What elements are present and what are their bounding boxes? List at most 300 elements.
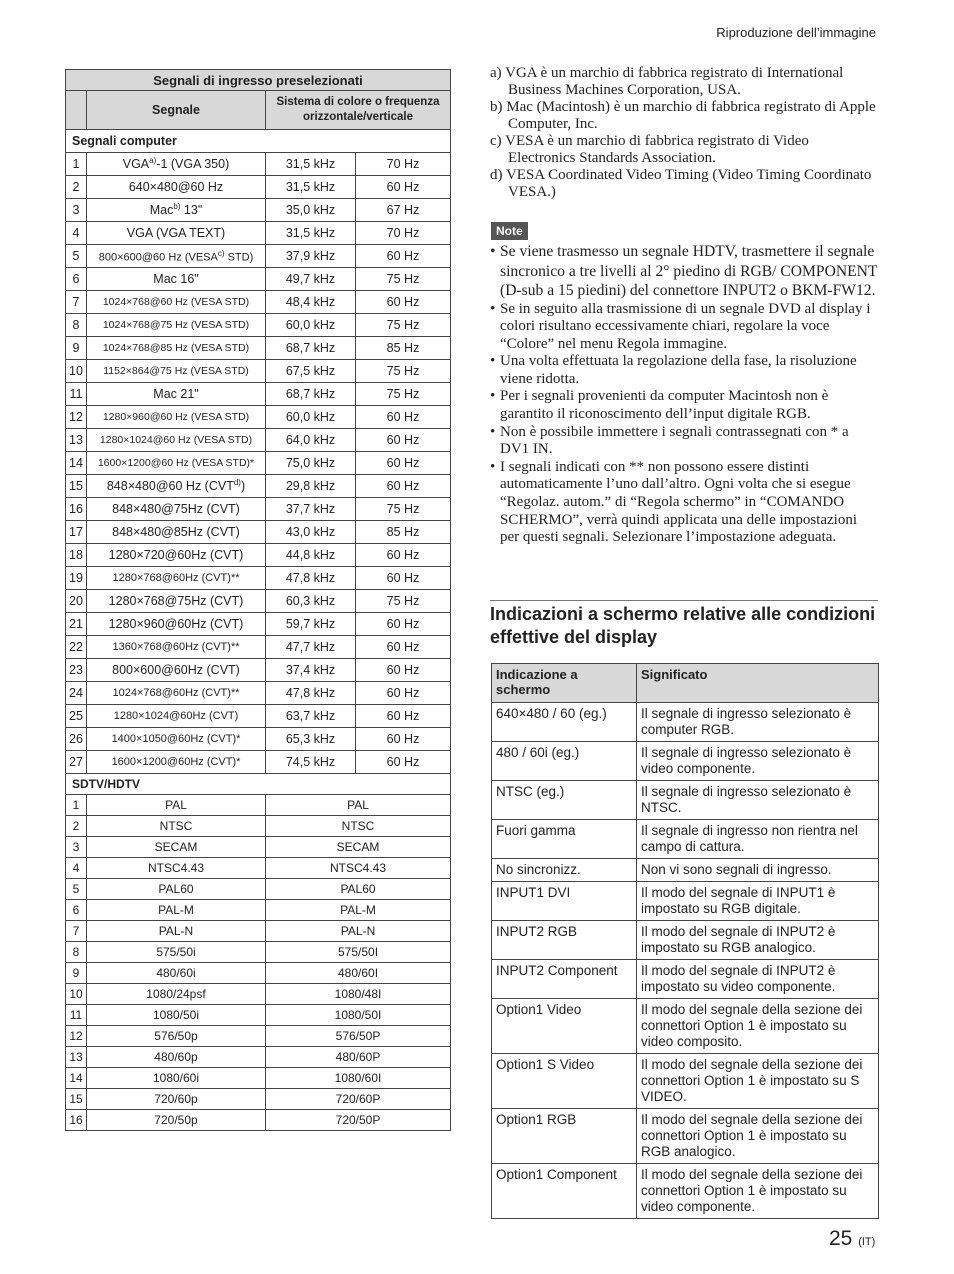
horizontal-frequency: 44,8 kHz	[266, 544, 356, 567]
signal-name	[87, 337, 266, 360]
signal-text-suffix: -1 (VGA 350)	[156, 157, 230, 172]
signal-name: NTSC4.43	[87, 858, 266, 879]
row-number: 8	[66, 942, 87, 963]
horizontal-frequency: 43,0 kHz	[266, 521, 356, 544]
table-row	[492, 960, 879, 999]
row-number: 22	[66, 636, 87, 659]
signal-name	[87, 705, 266, 728]
horizontal-frequency: 63,7 kHz	[266, 705, 356, 728]
signal-name	[87, 728, 266, 751]
signal-name: SECAM	[87, 837, 266, 858]
row-number: 15	[66, 1089, 87, 1110]
signal-text: 848×480@60 Hz (CVT	[106, 479, 234, 494]
horizontal-frequency: 60,0 kHz	[266, 406, 356, 429]
signal-name	[87, 268, 266, 291]
signal-text: 848×480@75Hz (CVT)	[112, 502, 240, 516]
row-number: 26	[66, 728, 87, 751]
indication-cell: 480 / 60i (eg.)	[492, 742, 637, 781]
table-row	[66, 452, 451, 475]
row-number: 11	[66, 1005, 87, 1026]
table-row	[492, 1164, 879, 1219]
footnotes	[490, 65, 878, 201]
meaning-cell: Il segnale di ingresso selezionato è NTSC.	[637, 781, 879, 820]
row-number: 14	[66, 1068, 87, 1089]
table-row	[66, 1005, 451, 1026]
row-number: 1	[66, 153, 87, 176]
vertical-frequency: 60 Hz	[356, 567, 451, 590]
horizontal-frequency: 47,8 kHz	[266, 567, 356, 590]
horizontal-frequency: 67,5 kHz	[266, 360, 356, 383]
indication-cell: Option1 Video	[492, 999, 637, 1054]
signal-name	[87, 245, 266, 268]
horizontal-frequency: 68,7 kHz	[266, 337, 356, 360]
table-row	[66, 921, 451, 942]
vertical-frequency: 60 Hz	[356, 452, 451, 475]
signal-text: 1280×960@60Hz (CVT)	[108, 617, 244, 631]
signal-name: NTSC	[87, 816, 266, 837]
note-item: • Una volta effettuata la regolazione della fase, la risoluzione viene ridotta.	[490, 353, 878, 388]
signal-name	[87, 498, 266, 521]
table-row	[66, 153, 451, 176]
horizontal-frequency: 29,8 kHz	[266, 475, 356, 498]
table-row	[66, 521, 451, 544]
signal-text-suffix: 13"	[180, 203, 203, 218]
signal-name: 720/50p	[87, 1110, 266, 1131]
color-system: PAL-N	[266, 921, 451, 942]
signal-name	[87, 406, 266, 429]
signal-name: PAL60	[87, 879, 266, 900]
meaning-cell: Il modo del segnale di INPUT1 è impostato su RGB digitale.	[637, 882, 879, 921]
signal-name	[87, 659, 266, 682]
signal-text: 1280×768@60Hz (CVT)**	[112, 572, 240, 584]
table-row	[66, 636, 451, 659]
color-system: 1080/48I	[266, 984, 451, 1005]
table-row	[66, 245, 451, 268]
vertical-frequency: 75 Hz	[356, 498, 451, 521]
horizontal-frequency: 37,9 kHz	[266, 245, 356, 268]
signal-name: 1080/60i	[87, 1068, 266, 1089]
vertical-frequency: 60 Hz	[356, 406, 451, 429]
section-title: Indicazioni a schermo relative alle condizioni effettive del display	[490, 604, 876, 647]
color-system: 480/60I	[266, 963, 451, 984]
vertical-frequency: 85 Hz	[356, 521, 451, 544]
note-item: • Se viene trasmesso un segnale HDTV, trasmettere il segnale sincronico a tre livelli al 2° piedino di RGB/ COMPONENT (D-sub a 15 piedini) del connettore INPUT2 o BKM-FW12.	[490, 242, 878, 301]
row-number: 9	[66, 963, 87, 984]
color-system: 480/60P	[266, 1047, 451, 1068]
row-number: 7	[66, 291, 87, 314]
table-title: Segnali di ingresso preselezionati	[66, 70, 451, 91]
footnote: c) VESA è un marchio di fabbrica registrato di Video Electronics Standards Association.	[490, 133, 809, 166]
row-number: 12	[66, 406, 87, 429]
vertical-frequency: 60 Hz	[356, 544, 451, 567]
indication-cell: 640×480 / 60 (eg.)	[492, 703, 637, 742]
header-signal: Segnale	[87, 91, 266, 130]
table-row	[66, 475, 451, 498]
signal-text: Mac 21"	[153, 387, 199, 401]
signal-name: 480/60p	[87, 1047, 266, 1068]
row-number: 3	[66, 199, 87, 222]
horizontal-frequency: 74,5 kHz	[266, 751, 356, 774]
table-row	[66, 544, 451, 567]
vertical-frequency: 75 Hz	[356, 590, 451, 613]
signal-name: PAL-M	[87, 900, 266, 921]
table-row	[66, 590, 451, 613]
meaning-cell: Il modo del segnale della sezione dei connettori Option 1 è impostato su video componente.	[637, 1164, 879, 1219]
signal-text: Mac	[149, 203, 174, 218]
table-row	[66, 613, 451, 636]
vertical-frequency: 60 Hz	[356, 291, 451, 314]
vertical-frequency: 60 Hz	[356, 613, 451, 636]
signal-name	[87, 199, 266, 222]
meaning-cell: Il modo del segnale della sezione dei connettori Option 1 è impostato su RGB analogico.	[637, 1109, 879, 1164]
row-number: 16	[66, 498, 87, 521]
row-number: 3	[66, 837, 87, 858]
chapter-header: Riproduzione dell’immagine	[716, 25, 876, 40]
row-number: 17	[66, 521, 87, 544]
vertical-frequency: 60 Hz	[356, 751, 451, 774]
signal-name	[87, 383, 266, 406]
signal-text: 1024×768@60Hz (CVT)**	[112, 687, 240, 699]
meaning-cell: Il modo del segnale della sezione dei connettori Option 1 è impostato su S VIDEO.	[637, 1054, 879, 1109]
table-row	[66, 1110, 451, 1131]
signal-name	[87, 521, 266, 544]
section-sdtv-hdtv: SDTV/HDTV	[66, 774, 451, 795]
indication-cell: INPUT2 RGB	[492, 921, 637, 960]
row-number: 1	[66, 795, 87, 816]
color-system: 1080/50I	[266, 1005, 451, 1026]
footnote-marker: a)	[149, 156, 157, 166]
signal-text: 1360×768@60Hz (CVT)**	[112, 641, 240, 653]
meaning-cell: Il segnale di ingresso non rientra nel campo di cattura.	[637, 820, 879, 859]
header-indication: Indicazione a schermo	[492, 664, 637, 703]
row-number: 4	[66, 858, 87, 879]
signal-name	[87, 751, 266, 774]
row-number: 21	[66, 613, 87, 636]
table-row	[66, 199, 451, 222]
horizontal-frequency: 49,7 kHz	[266, 268, 356, 291]
horizontal-frequency: 68,7 kHz	[266, 383, 356, 406]
signal-name	[87, 544, 266, 567]
note-item: • Non è possibile immettere i segnali contrassegnati con * a DV1 IN.	[490, 424, 878, 459]
table-row	[492, 859, 879, 882]
vertical-frequency: 70 Hz	[356, 153, 451, 176]
signal-name	[87, 291, 266, 314]
table-row	[492, 921, 879, 960]
signal-name: 1080/50i	[87, 1005, 266, 1026]
header-frequency: Sistema di colore o frequenza orizzontale/verticale	[266, 91, 451, 130]
footnote: a) VGA è un marchio di fabbrica registrato di International Business Machines Corporation, USA.	[490, 65, 844, 98]
vertical-frequency: 67 Hz	[356, 199, 451, 222]
indication-cell: NTSC (eg.)	[492, 781, 637, 820]
vertical-frequency: 60 Hz	[356, 705, 451, 728]
signal-text: 1280×768@75Hz (CVT)	[108, 594, 244, 608]
row-number: 13	[66, 1047, 87, 1068]
color-system: 720/50P	[266, 1110, 451, 1131]
table-row	[66, 1026, 451, 1047]
header-number	[66, 91, 87, 130]
signal-name: 480/60i	[87, 963, 266, 984]
table-row	[66, 1068, 451, 1089]
row-number: 12	[66, 1026, 87, 1047]
indication-table	[491, 663, 879, 1219]
signal-name	[87, 153, 266, 176]
note-badge: Note	[491, 222, 528, 240]
table-row	[66, 795, 451, 816]
color-system: 720/60P	[266, 1089, 451, 1110]
vertical-frequency: 60 Hz	[356, 429, 451, 452]
table-row	[66, 567, 451, 590]
signal-name	[87, 636, 266, 659]
signal-name: 1080/24psf	[87, 984, 266, 1005]
table-row	[66, 816, 451, 837]
row-number: 5	[66, 879, 87, 900]
vertical-frequency: 75 Hz	[356, 314, 451, 337]
horizontal-frequency: 31,5 kHz	[266, 153, 356, 176]
meaning-cell: Il modo del segnale di INPUT2 è impostato su RGB analogico.	[637, 921, 879, 960]
vertical-frequency: 70 Hz	[356, 222, 451, 245]
signal-name	[87, 590, 266, 613]
color-system: 1080/60I	[266, 1068, 451, 1089]
horizontal-frequency: 31,5 kHz	[266, 222, 356, 245]
row-number: 18	[66, 544, 87, 567]
table-row	[66, 751, 451, 774]
signal-text: 1024×768@85 Hz (VESA STD)	[102, 342, 250, 354]
indication-cell: Option1 Component	[492, 1164, 637, 1219]
signal-text: 848×480@85Hz (CVT)	[112, 525, 240, 539]
indication-cell: INPUT2 Component	[492, 960, 637, 999]
signal-name	[87, 360, 266, 383]
signal-name	[87, 682, 266, 705]
vertical-frequency: 75 Hz	[356, 360, 451, 383]
table-row	[66, 383, 451, 406]
indication-cell: No sincronizz.	[492, 859, 637, 882]
vertical-frequency: 85 Hz	[356, 337, 451, 360]
row-number: 7	[66, 921, 87, 942]
row-number: 27	[66, 751, 87, 774]
table-row	[66, 406, 451, 429]
signal-text: 1280×1024@60Hz (CVT)	[113, 710, 239, 722]
note-item: • Per i segnali provenienti da computer Macintosh non è garantito il riconoscimento dell’input digitale RGB.	[490, 388, 878, 423]
row-number: 10	[66, 984, 87, 1005]
horizontal-frequency: 65,3 kHz	[266, 728, 356, 751]
signal-name	[87, 176, 266, 199]
section-divider	[490, 600, 878, 601]
color-system: PAL-M	[266, 900, 451, 921]
signal-text: 1024×768@60 Hz (VESA STD)	[102, 296, 250, 308]
table-row	[66, 176, 451, 199]
vertical-frequency: 60 Hz	[356, 659, 451, 682]
table-row	[492, 703, 879, 742]
signal-name	[87, 452, 266, 475]
section-computer: Segnali computer	[66, 130, 451, 153]
signal-name	[87, 567, 266, 590]
table-row	[66, 268, 451, 291]
table-row	[66, 429, 451, 452]
horizontal-frequency: 37,4 kHz	[266, 659, 356, 682]
table-row	[66, 682, 451, 705]
table-row	[66, 942, 451, 963]
row-number: 5	[66, 245, 87, 268]
indication-cell: INPUT1 DVI	[492, 882, 637, 921]
vertical-frequency: 60 Hz	[356, 245, 451, 268]
signal-text-suffix: )	[240, 479, 246, 494]
vertical-frequency: 60 Hz	[356, 682, 451, 705]
row-number: 16	[66, 1110, 87, 1131]
table-row	[492, 999, 879, 1054]
signal-name	[87, 475, 266, 498]
table-row	[66, 837, 451, 858]
table-row	[66, 498, 451, 521]
vertical-frequency: 60 Hz	[356, 176, 451, 199]
signal-name: PAL-N	[87, 921, 266, 942]
color-system: NTSC	[266, 816, 451, 837]
row-number: 2	[66, 176, 87, 199]
signal-text: 800×600@60Hz (CVT)	[112, 663, 240, 677]
footnote: b) Mac (Macintosh) è un marchio di fabbrica registrato di Apple Computer, Inc.	[490, 99, 876, 132]
horizontal-frequency: 59,7 kHz	[266, 613, 356, 636]
row-number: 6	[66, 268, 87, 291]
row-number: 20	[66, 590, 87, 613]
signal-text-suffix: STD)	[224, 251, 254, 264]
table-row	[492, 820, 879, 859]
row-number: 4	[66, 222, 87, 245]
signal-name: 576/50p	[87, 1026, 266, 1047]
row-number: 2	[66, 816, 87, 837]
signal-text: 800×600@60 Hz (VESA	[98, 251, 218, 264]
vertical-frequency: 60 Hz	[356, 728, 451, 751]
row-number: 19	[66, 567, 87, 590]
signal-text: 1280×720@60Hz (CVT)	[108, 548, 244, 562]
meaning-cell: Non vi sono segnali di ingresso.	[637, 859, 879, 882]
table-row	[66, 879, 451, 900]
table-row	[66, 659, 451, 682]
color-system: PAL	[266, 795, 451, 816]
signal-name	[87, 429, 266, 452]
row-number: 11	[66, 383, 87, 406]
color-system: PAL60	[266, 879, 451, 900]
note-item: • Se in seguito alla trasmissione di un segnale DVD al display i colori risultano eccessivamente chiari, regolare la voce “Colore” nel menu Regola immagine.	[490, 301, 878, 354]
signal-name	[87, 314, 266, 337]
table-row	[66, 314, 451, 337]
page-number-value: 25	[829, 1227, 853, 1250]
signal-name: 575/50i	[87, 942, 266, 963]
table-row	[66, 360, 451, 383]
horizontal-frequency: 64,0 kHz	[266, 429, 356, 452]
notes-list	[490, 242, 878, 547]
row-number: 25	[66, 705, 87, 728]
row-number: 9	[66, 337, 87, 360]
signal-name: 720/60p	[87, 1089, 266, 1110]
table-row	[66, 705, 451, 728]
color-system: 575/50I	[266, 942, 451, 963]
color-system: 576/50P	[266, 1026, 451, 1047]
table-row	[66, 858, 451, 879]
page-number	[829, 1227, 875, 1251]
meaning-cell: Il segnale di ingresso selezionato è computer RGB.	[637, 703, 879, 742]
vertical-frequency: 75 Hz	[356, 383, 451, 406]
indication-cell: Fuori gamma	[492, 820, 637, 859]
horizontal-frequency: 60,3 kHz	[266, 590, 356, 613]
table-row	[492, 1109, 879, 1164]
table-row	[492, 1054, 879, 1109]
row-number: 8	[66, 314, 87, 337]
horizontal-frequency: 37,7 kHz	[266, 498, 356, 521]
color-system: NTSC4.43	[266, 858, 451, 879]
table-row	[66, 900, 451, 921]
vertical-frequency: 60 Hz	[356, 475, 451, 498]
table-row	[66, 291, 451, 314]
meaning-cell: Il modo del segnale della sezione dei connettori Option 1 è impostato su video composito.	[637, 999, 879, 1054]
meaning-cell: Il modo del segnale di INPUT2 è impostato su video componente.	[637, 960, 879, 999]
table-row	[66, 222, 451, 245]
horizontal-frequency: 75,0 kHz	[266, 452, 356, 475]
table-row	[492, 781, 879, 820]
signal-name	[87, 613, 266, 636]
row-number: 10	[66, 360, 87, 383]
signal-name: PAL	[87, 795, 266, 816]
vertical-frequency: 60 Hz	[356, 636, 451, 659]
signal-text: 1024×768@75 Hz (VESA STD)	[102, 319, 250, 331]
table-row	[66, 963, 451, 984]
row-number: 24	[66, 682, 87, 705]
signal-text: Mac 16"	[153, 272, 199, 286]
signal-text: 1600×1200@60 Hz (VESA STD)*	[97, 457, 255, 469]
color-system: SECAM	[266, 837, 451, 858]
row-number: 14	[66, 452, 87, 475]
signal-text: 1600×1200@60Hz (CVT)*	[111, 756, 241, 768]
table-row	[66, 728, 451, 751]
note-item: • I segnali indicati con ** non possono essere distinti automaticamente l’uno dall’altro. Ogni volta che si esegue “Regolaz. autom.” di “Regola schermo” in “COMANDO SCHERMO”, verrà quindi applicata una delle impostazioni per questi segnali. Selezionare l’impostazione adeguata.	[490, 459, 878, 547]
footnote-marker: c)	[217, 248, 225, 258]
signal-text: 1400×1050@60Hz (CVT)*	[111, 733, 241, 745]
footnote-marker: b)	[173, 202, 181, 212]
table-row	[492, 742, 879, 781]
signal-text: VGA (VGA TEXT)	[126, 226, 226, 240]
header-meaning: Significato	[637, 664, 879, 703]
meaning-cell: Il segnale di ingresso selezionato è video componente.	[637, 742, 879, 781]
vertical-frequency: 75 Hz	[356, 268, 451, 291]
horizontal-frequency: 47,7 kHz	[266, 636, 356, 659]
signal-text: 1280×1024@60 Hz (VESA STD)	[99, 434, 253, 446]
signal-text: 640×480@60 Hz	[128, 180, 224, 194]
horizontal-frequency: 47,8 kHz	[266, 682, 356, 705]
row-number: 23	[66, 659, 87, 682]
indication-cell: Option1 RGB	[492, 1109, 637, 1164]
row-number: 13	[66, 429, 87, 452]
table-row	[66, 1089, 451, 1110]
row-number: 15	[66, 475, 87, 498]
horizontal-frequency: 60,0 kHz	[266, 314, 356, 337]
horizontal-frequency: 48,4 kHz	[266, 291, 356, 314]
table-row	[66, 1047, 451, 1068]
table-row	[66, 337, 451, 360]
table-row	[66, 984, 451, 1005]
indication-cell: Option1 S Video	[492, 1054, 637, 1109]
footnote: d) VESA Coordinated Video Timing (Video Timing Coordinato VESA.)	[490, 167, 872, 200]
horizontal-frequency: 31,5 kHz	[266, 176, 356, 199]
footnote-marker: d)	[233, 478, 241, 488]
section-row	[66, 774, 451, 795]
signal-name	[87, 222, 266, 245]
preset-signals-table	[65, 69, 451, 1131]
table-row	[492, 882, 879, 921]
row-number: 6	[66, 900, 87, 921]
signal-text: 1280×960@60 Hz (VESA STD)	[102, 411, 250, 423]
signal-text: VGA	[122, 157, 150, 172]
horizontal-frequency: 35,0 kHz	[266, 199, 356, 222]
page-language: (IT)	[858, 1236, 876, 1248]
signal-text: 1152×864@75 Hz (VESA STD)	[103, 365, 249, 377]
